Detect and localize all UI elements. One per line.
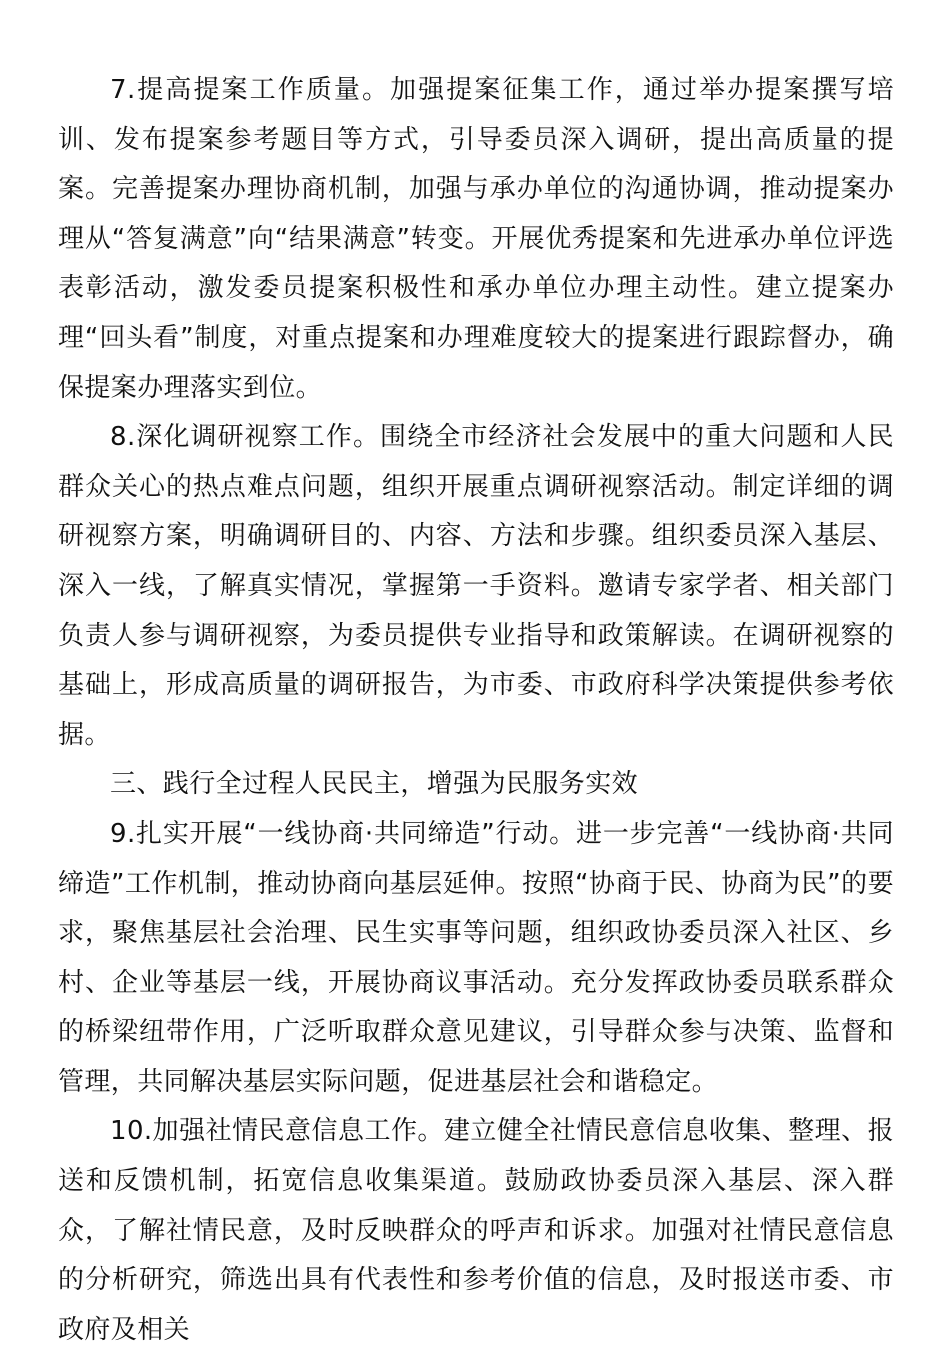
paragraph-7-proposal-quality: 7.提高提案工作质量。加强提案征集工作，通过举办提案撰写培训、发布提案参考题目等方式，引导委员深入调研，提出高质量的提案。完善提案办理协商机制，加强与承办单位的沟通协调，推动提案办理从“答复满意”向“结果满意”转变。开展优秀提案和先进承办单位评选表彰活动，激发委员提案积极性和承办单位办理主动性。建立提案办理“回头看”制度，对重点提案和办理难度较大的提案进行跟踪督办，确保提案办理落实到位。	[58, 75, 894, 403]
document-page	[58, 66, 894, 1355]
paragraph-8-research-inspection: 8.深化调研视察工作。围绕全市经济社会发展中的重大问题和人民群众关心的热点难点问题，组织开展重点调研视察活动。制定详细的调研视察方案，明确调研目的、内容、方法和步骤。组织委员深入基层、深入一线，了解真实情况，掌握第一手资料。邀请专家学者、相关部门负责人参与调研视察，为委员提供专业指导和政策解读。在调研视察的基础上，形成高质量的调研报告，为市委、市政府科学决策提供参考依据。	[58, 422, 894, 750]
paragraph-9-frontline-consultation: 9.扎实开展“一线协商·共同缔造”行动。进一步完善“一线协商·共同缔造”工作机制，推动协商向基层延伸。按照“协商于民、协商为民”的要求，聚焦基层社会治理、民生实事等问题，组织政协委员深入社区、乡村、企业等基层一线，开展协商议事活动。充分发挥政协委员联系群众的桥梁纽带作用，广泛听取群众意见建议，引导群众参与决策、监督和管理，共同解决基层实际问题，促进基层社会和谐稳定。	[58, 818, 894, 1097]
paragraph-10-public-opinion-info: 10.加强社情民意信息工作。建立健全社情民意信息收集、整理、报送和反馈机制，拓宽信息收集渠道。鼓励政协委员深入基层、深入群众，了解社情民意，及时反映群众的呼声和诉求。加强对社情民意信息的分析研究，筛选出具有代表性和参考价值的信息，及时报送市委、市政府及相关	[58, 1116, 894, 1345]
section-heading-3: 三、践行全过程人民民主，增强为民服务实效	[110, 769, 639, 800]
